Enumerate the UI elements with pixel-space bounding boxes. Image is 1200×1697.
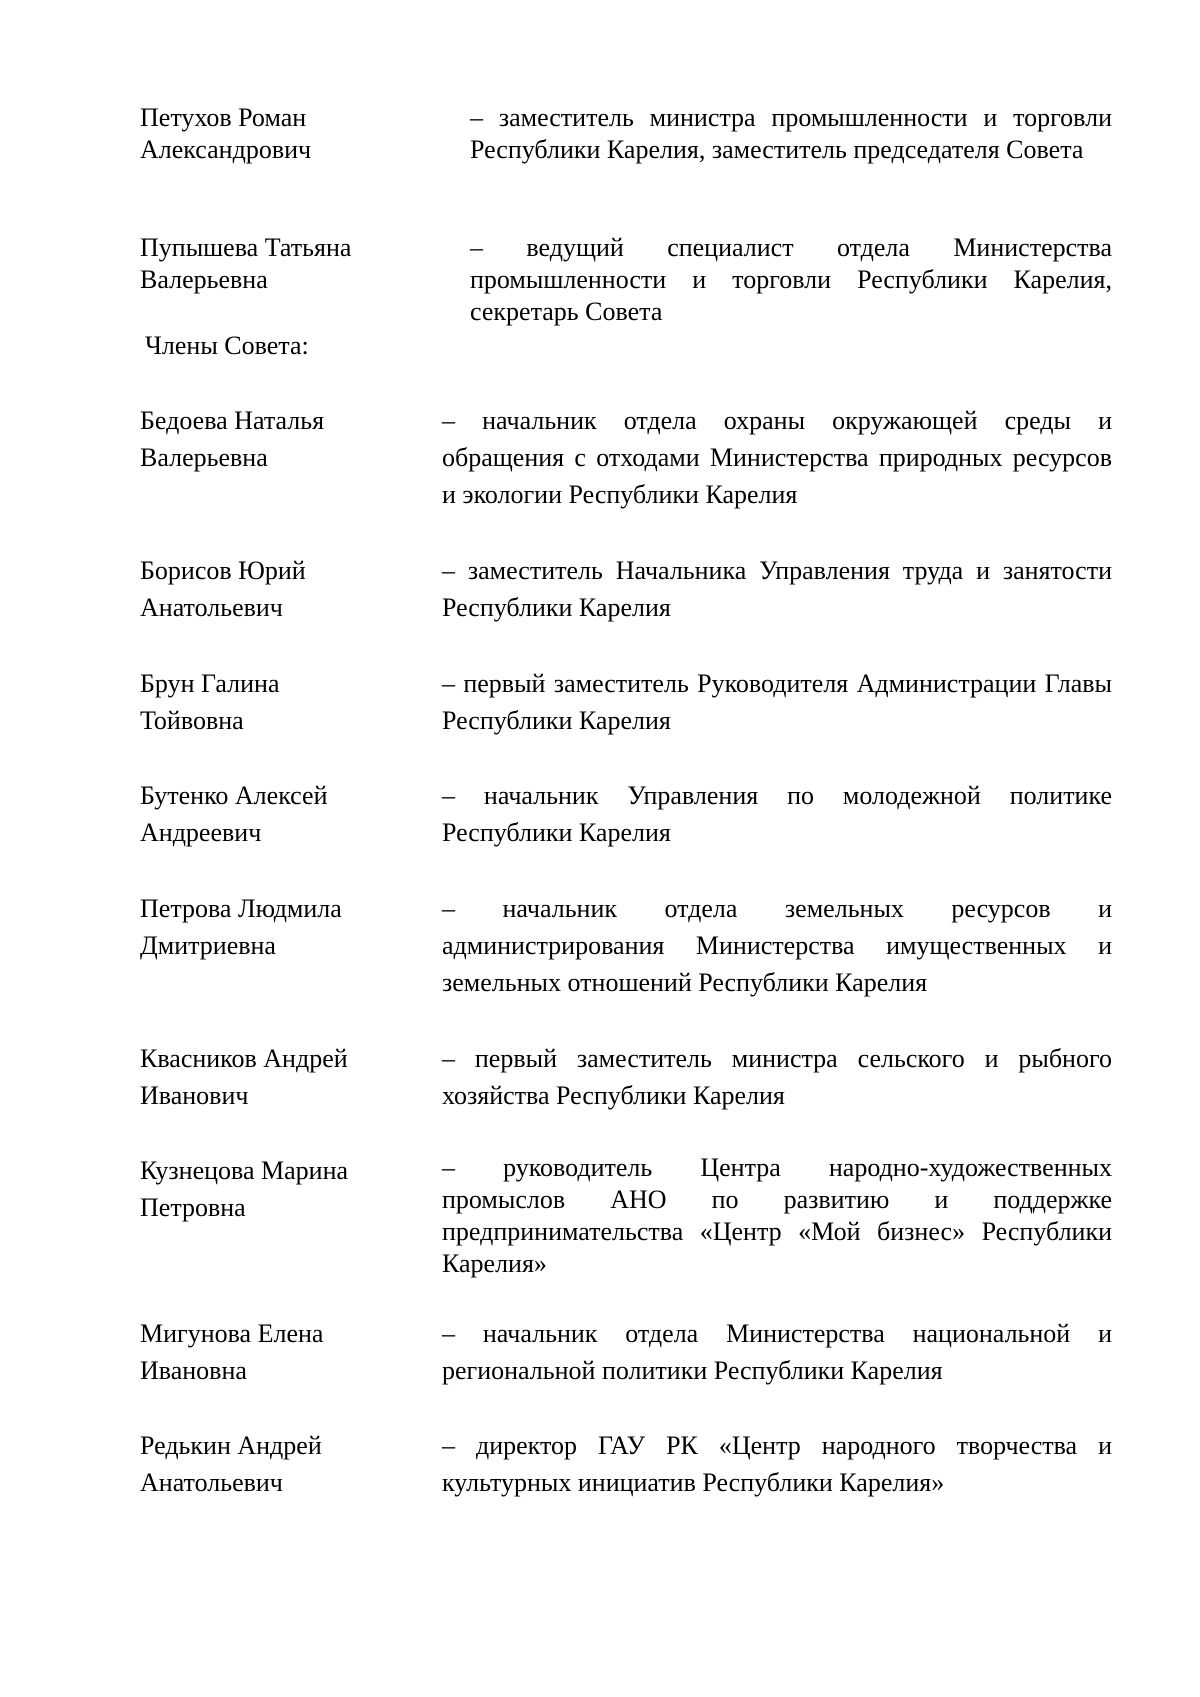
person-position: – заместитель министра промышленности и торговли Республики Карелия, заместитель председателя Совета xyxy=(470,103,1112,164)
person-name xyxy=(140,102,440,166)
person-patronymic-line: Валерьевна xyxy=(140,265,268,294)
person-surname-line: Пупышева Татьяна xyxy=(140,233,352,262)
person-surname-line: Петрова Людмила xyxy=(140,894,342,923)
person-patronymic-line: Иванович xyxy=(140,1081,249,1110)
person-name xyxy=(140,402,440,476)
person-patronymic-line: Анатольевич xyxy=(140,1468,283,1497)
person-surname-line: Борисов Юрий xyxy=(140,556,306,585)
person-surname-line: Бедоева Наталья xyxy=(140,406,325,435)
person-position: – ведущий специалист отдела Министерства промышленности и торговли Республики Карелия, секретарь Совета xyxy=(470,233,1112,326)
person-patronymic-line: Ивановна xyxy=(140,1356,247,1385)
person-name xyxy=(140,1040,440,1114)
person-patronymic-line: Александрович xyxy=(140,135,312,164)
person-position: – начальник отдела охраны окружающей среды и обращения с отходами Министерства природных ресурсов и экологии Республики Карелия xyxy=(442,406,1112,509)
person-position: – первый заместитель министра сельского и рыбного хозяйства Республики Карелия xyxy=(442,1044,1112,1110)
person-patronymic-line: Валерьевна xyxy=(140,443,268,472)
person-position: – начальник отдела Министерства национальной и региональной политики Республики Карелия xyxy=(442,1319,1112,1385)
person-name xyxy=(140,552,440,626)
person-surname-line: Петухов Роман xyxy=(140,103,307,132)
person-position: – заместитель Начальника Управления труда и занятости Республики Карелия xyxy=(442,556,1112,622)
person-surname-line: Брун Галина xyxy=(140,669,280,698)
person-surname-line: Редькин Андрей xyxy=(140,1431,322,1460)
person-surname-line: Мигунова Елена xyxy=(140,1319,324,1348)
person-patronymic-line: Тойвовна xyxy=(140,706,244,735)
person-surname-line: Квасников Андрей xyxy=(140,1044,348,1073)
person-surname-line: Бутенко Алексей xyxy=(140,781,328,810)
members-heading: Члены Совета: xyxy=(145,331,309,360)
person-name xyxy=(140,1152,440,1226)
person-patronymic-line: Дмитриевна xyxy=(140,931,276,960)
person-patronymic-line: Анатольевич xyxy=(140,593,283,622)
person-patronymic-line: Петровна xyxy=(140,1193,246,1222)
person-position: – руководитель Центра народно-художественных промыслов АНО по развитию и поддержке предпринимательства «Центр «Мой бизнес» Республики Карелия» xyxy=(442,1153,1112,1278)
person-surname-line: Кузнецова Марина xyxy=(140,1156,349,1185)
person-name xyxy=(140,890,440,964)
person-name xyxy=(140,1315,440,1389)
person-name xyxy=(140,777,440,851)
person-position: – первый заместитель Руководителя Администрации Главы Республики Карелия xyxy=(442,669,1112,735)
person-position: – начальник Управления по молодежной политике Республики Карелия xyxy=(442,781,1112,847)
person-name xyxy=(140,665,440,739)
person-name xyxy=(140,1427,440,1501)
person-position: – директор ГАУ РК «Центр народного творчества и культурных инициатив Республики Карелия» xyxy=(442,1431,1112,1497)
person-name xyxy=(140,232,440,296)
person-position: – начальник отдела земельных ресурсов и администрирования Министерства имущественных и земельных отношений Республики Карелия xyxy=(442,894,1112,997)
person-patronymic-line: Андреевич xyxy=(140,818,262,847)
